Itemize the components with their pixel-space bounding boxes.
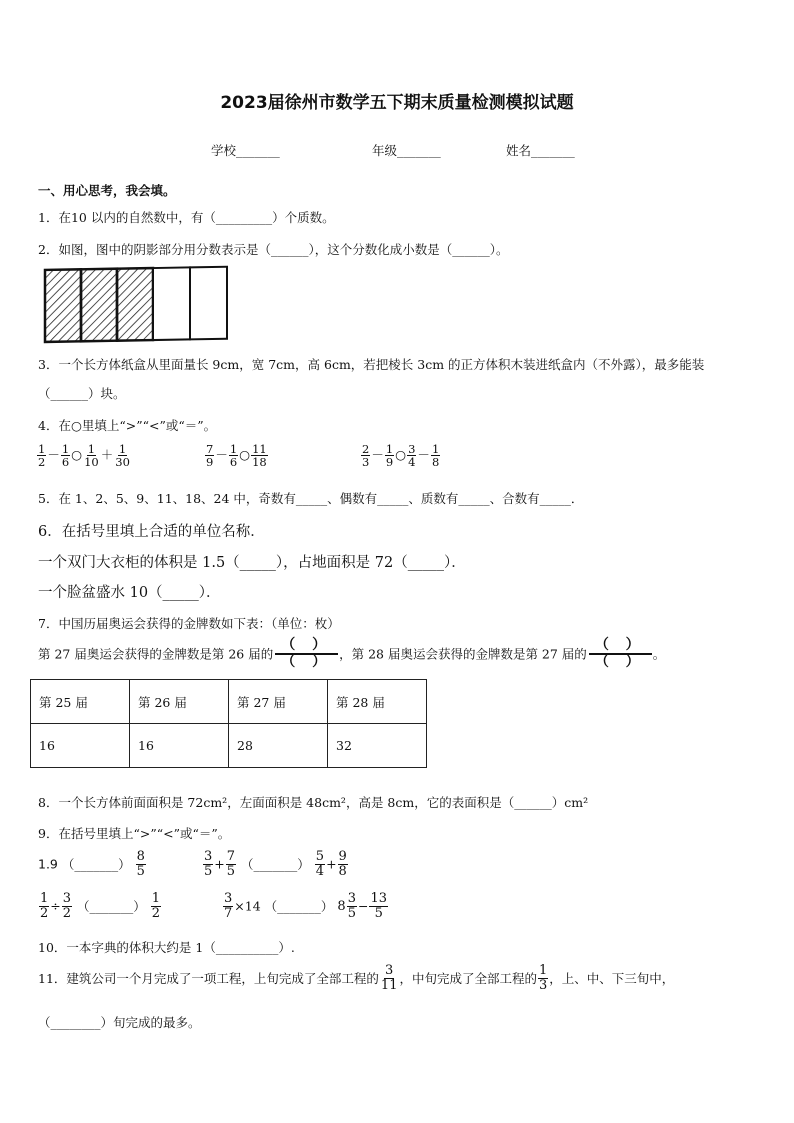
compare-circle[interactable]: ○	[239, 447, 251, 463]
table-header: 第 28 届	[328, 680, 427, 724]
unshaded-part	[190, 267, 227, 340]
table-cell: 16	[31, 724, 130, 768]
gold-medal-table	[30, 679, 427, 768]
question-1: 1．在10 以内的自然数中，有（_________）个质数。	[38, 210, 335, 225]
question-11-line-1: 11．建筑公司一个月完成了一项工程，上旬完成了全部工程的 $\frac{3}{11}$ ，中旬完成了全部工程的 $\frac{1}{3}$ ，上、中、下三旬中，	[38, 963, 675, 993]
fraction-blank[interactable]: $\frac{( )}{( )}$	[589, 638, 652, 669]
q9-item-2: $\frac{3}{5}$ + $\frac{7}{5}$ （_______） $\frac{5}{4}$ + $\frac{9}{8}$	[204, 849, 347, 879]
name-field[interactable]: 姓名_______	[506, 143, 575, 158]
question-11-line-2: （________）旬完成的最多。	[38, 1015, 201, 1030]
page-title: 2023届徐州市数学五下期末质量检测模拟试题	[220, 93, 574, 113]
shaded-rectangle-figure	[42, 264, 234, 346]
question-6-line-1: 一个双门大衣柜的体积是 1.5（_____），占地面积是 72（_____）．	[38, 555, 466, 571]
q4-expression-2: $\frac{7}{9}$ － $\frac{1}{6}$ ○ $\frac{11}{18}$	[206, 442, 267, 470]
question-9: 9．在括号里填上“>”“<”或“＝”。	[38, 826, 231, 841]
answer-blank[interactable]: （_______）	[264, 899, 334, 915]
shaded-part	[117, 268, 153, 341]
table-cell: 16	[130, 724, 229, 768]
section-heading: 一、用心思考，我会填。	[38, 183, 176, 198]
shaded-part	[45, 269, 81, 342]
school-field[interactable]: 学校_______	[211, 143, 280, 158]
question-6-line-2: 一个脸盆盛水 10（_____）．	[38, 585, 221, 601]
question-6: 6．在括号里填上合适的单位名称．	[38, 524, 265, 540]
answer-blank[interactable]: （_______）	[61, 857, 131, 873]
q9-item-1: 1.9 （_______） $\frac{8}{5}$	[38, 849, 145, 879]
compare-circle[interactable]: ○	[395, 447, 407, 463]
table-cell: 28	[229, 724, 328, 768]
q4-expression-1: $\frac{1}{2}$ － $\frac{1}{6}$ ○ $\frac{1}{10}$ ＋ $\frac{1}{30}$	[38, 442, 130, 470]
unshaded-part	[153, 267, 190, 340]
question-7-sentence: 第 27 届奥运会获得的金牌数是第 26 届的 $\frac{( )}{( )}$ ，第 28 届奥运会获得的金牌数是第 27 届的 $\frac{( )}{( )}$ 。	[38, 637, 666, 670]
question-5: 5．在 1、2、5、9、11、18、24 中，奇数有_____、偶数有_____、质数有_____、合数有_____．	[38, 491, 584, 506]
table-cell: 32	[328, 724, 427, 768]
question-3-line-1: 3．一个长方体纸盒从里面量长 9cm，宽 7cm，高 6cm，若把棱长 3cm 的正方体积木装进纸盒内（不外露），最多能装	[38, 357, 705, 372]
fraction-blank[interactable]: $\frac{( )}{( )}$	[275, 638, 338, 669]
question-10: 10．一本字典的体积大约是 1（__________）.	[38, 940, 295, 955]
question-3-line-2: （______）块。	[38, 386, 126, 401]
table-header: 第 26 届	[130, 680, 229, 724]
table-header: 第 27 届	[229, 680, 328, 724]
grade-field[interactable]: 年级_______	[372, 143, 441, 158]
answer-blank[interactable]: （_______）	[241, 857, 310, 873]
question-2: 2．如图，图中的阴影部分用分数表示是（______），这个分数化成小数是（______）。	[38, 242, 509, 257]
shaded-part	[81, 269, 117, 342]
question-8: 8．一个长方体前面面积是 72cm²，左面面积是 48cm²，高是 8cm，它的表面积是（______）cm²	[38, 795, 589, 810]
answer-blank[interactable]: （_______）	[77, 899, 146, 915]
table-header: 第 25 届	[31, 680, 130, 724]
q9-item-4: $\frac{3}{7}$ ×14 （_______） 8 $\frac{3}{5}$ − $\frac{13}{5}$	[224, 891, 387, 921]
q9-item-3: $\frac{1}{2}$ ÷ $\frac{3}{2}$ （_______） $\frac{1}{2}$	[40, 891, 161, 921]
q4-expression-3: $\frac{2}{3}$ － $\frac{1}{9}$ ○ $\frac{3}{4}$ － $\frac{1}{8}$	[362, 442, 440, 470]
compare-circle[interactable]: ○	[71, 447, 83, 463]
question-7: 7．中国历届奥运会获得的金牌数如下表：（单位：枚）	[38, 616, 340, 631]
question-4: 4．在○里填上“>”“<”或“＝”。	[38, 418, 217, 433]
